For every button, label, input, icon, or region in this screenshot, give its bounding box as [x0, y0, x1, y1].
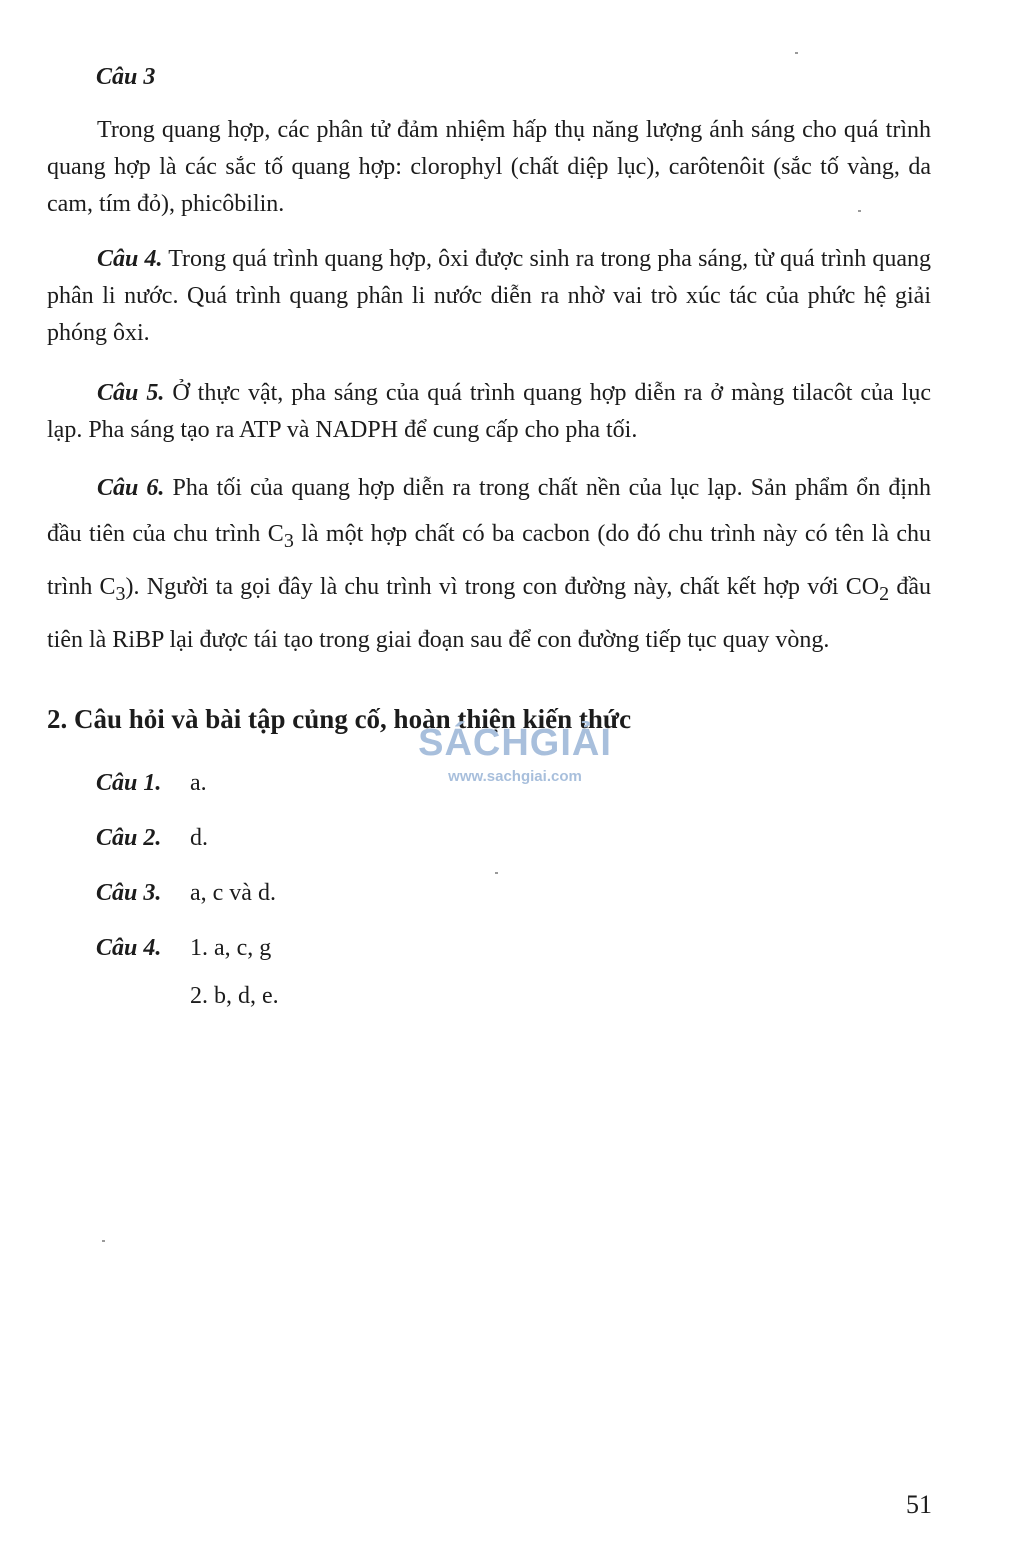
watermark-url: www.sachgiai.com — [448, 768, 582, 785]
answer-item — [96, 825, 208, 852]
answer-item — [96, 935, 271, 962]
question-3-heading: Câu 3 — [96, 64, 156, 90]
question-6-text-b: là một hợp chất có ba cacbon (do đó chu trình này có tên là chu trình C — [47, 521, 932, 600]
scan-speck — [795, 52, 798, 54]
watermark-logo: SÁCHGIẢI — [418, 722, 612, 764]
watermark — [410, 722, 620, 785]
answer-4-continuation: 2. b, d, e. — [190, 983, 279, 1009]
subscript-3: 3 — [283, 529, 294, 552]
answer-label: Câu 4. — [96, 935, 162, 961]
answer-label: Câu 3. — [96, 880, 162, 906]
page-number: 51 — [906, 1490, 932, 1519]
question-5-text: Ở thực vật, pha sáng của quá trình quang hợp diễn ra ở màng tilacôt của lục lạp. Pha sáng tạo ra ATP và NADPH để cung cấp cho pha tối. — [47, 380, 931, 443]
question-6-text-d: đầu tiên là RiBP lại được tái tạo trong giai đoạn sau để con đường tiếp tục quay vòng. — [47, 573, 931, 653]
scan-speck — [102, 1240, 105, 1242]
question-4-label: Câu 4. — [97, 246, 163, 272]
answer-value: a. — [190, 770, 207, 796]
section-2-title: 2. Câu hỏi và bài tập củng cố, hoàn thiện kiến thức — [47, 704, 632, 734]
question-4-text: Trong quá trình quang hợp, ôxi được sinh ra trong pha sáng, từ quá trình quang phân li nước. Quá trình quang phân li nước diễn ra nhờ vai trò xúc tác của phức hệ giải phóng ôxi. — [47, 246, 931, 346]
answer-value: 1. a, c, g — [190, 935, 272, 961]
answer-item — [96, 880, 276, 907]
answer-value: a, c và d. — [190, 880, 276, 906]
subscript-3: 3 — [115, 582, 126, 605]
question-6-answer — [47, 465, 931, 663]
question-6-label: Câu 6. — [97, 475, 165, 501]
answer-label: Câu 2. — [96, 825, 162, 851]
question-3-answer: Trong quang hợp, các phân tử đảm nhiệm hấp thụ năng lượng ánh sáng cho quá trình quang hợp là các sắc tố quang hợp: clorophyl (chất diệp lục), carôtenôit (sắc tố vàng, da cam, tím đỏ), phicôbilin. — [47, 117, 931, 217]
scan-speck — [858, 210, 861, 212]
question-5-answer — [47, 375, 931, 449]
question-6-text-c: ). Người ta gọi đây là chu trình vì trong con đường này, chất kết hợp với CO — [125, 573, 880, 600]
question-5-label: Câu 5. — [97, 380, 165, 406]
answer-label: Câu 1. — [96, 770, 162, 796]
answer-item — [96, 770, 207, 797]
subscript-2: 2 — [879, 582, 890, 605]
scan-speck — [495, 872, 498, 874]
answer-value: d. — [190, 825, 208, 851]
question-6-text-a: Pha tối của quang hợp diễn ra trong chất nền của lục lạp. Sản phẩm ổn định đầu tiên của chu trình C — [47, 475, 931, 547]
question-4-answer — [47, 241, 931, 352]
